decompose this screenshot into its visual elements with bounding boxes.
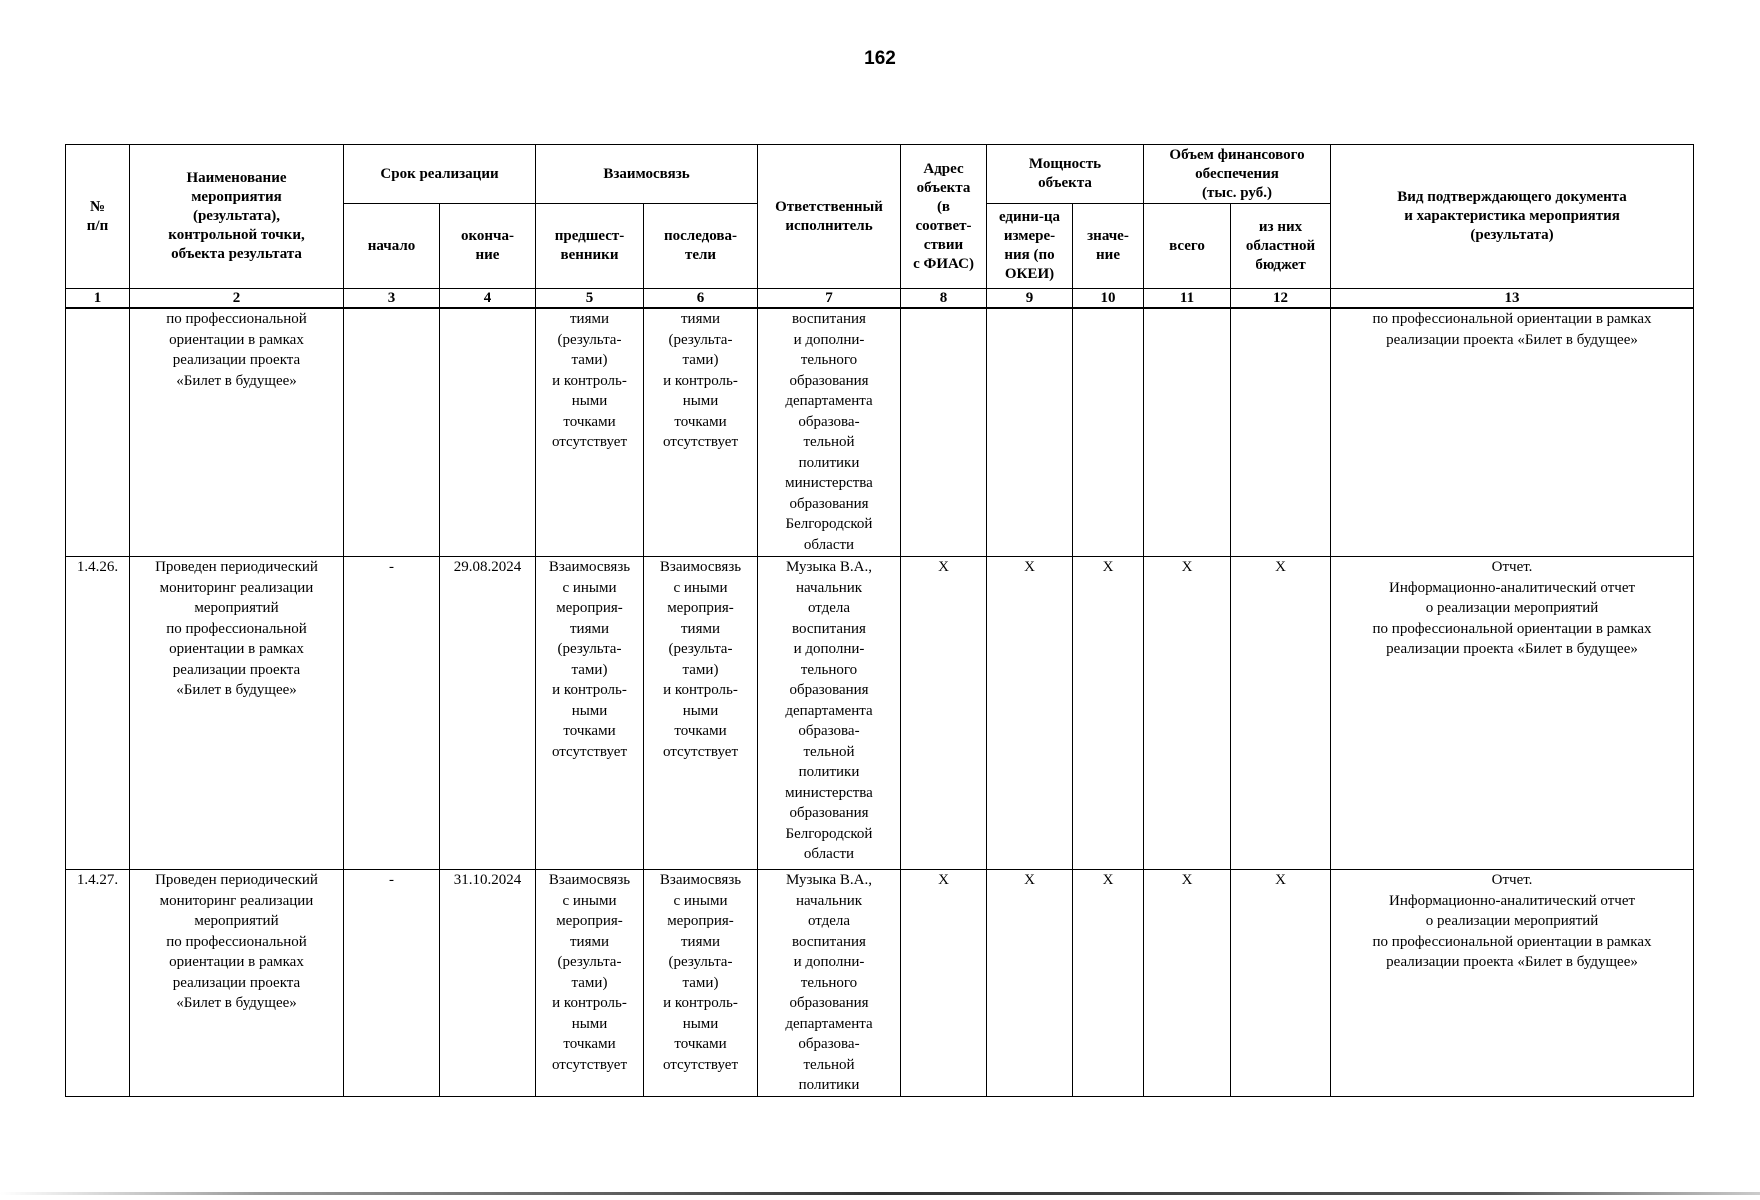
column-number: 12 xyxy=(1231,289,1331,309)
column-numbers-row xyxy=(66,289,1694,309)
cell-value: Х xyxy=(1073,557,1144,870)
cell-num xyxy=(66,308,130,557)
cell-total xyxy=(1144,308,1231,557)
header-link-next: последова- тели xyxy=(644,204,758,289)
column-number: 10 xyxy=(1073,289,1144,309)
cell-start xyxy=(344,308,440,557)
cell-responsible: Музыка В.А., начальник отдела воспитания и дополни- тельного образования департамента образова- тельной политики xyxy=(758,870,901,1097)
cell-num: 1.4.27. xyxy=(66,870,130,1097)
cell-doc: Отчет. Информационно-аналитический отчет о реализации мероприятий по профессиональной ориентации в рамках реализации проекта «Билет в будущее» xyxy=(1331,870,1694,1097)
cell-unit: Х xyxy=(987,870,1073,1097)
column-number: 4 xyxy=(440,289,536,309)
header-finance: Объем финансового обеспечения (тыс. руб.) xyxy=(1144,145,1331,204)
cell-doc: по профессиональной ориентации в рамках реализации проекта «Билет в будущее» xyxy=(1331,308,1694,557)
header-finance-total: всего xyxy=(1144,204,1231,289)
cell-address: Х xyxy=(901,870,987,1097)
cell-regional: Х xyxy=(1231,870,1331,1097)
column-number: 13 xyxy=(1331,289,1694,309)
cell-next: тиями (результа- тами) и контроль- ными точками отсутствует xyxy=(644,308,758,557)
cell-end xyxy=(440,308,536,557)
plan-table xyxy=(65,144,1694,1097)
header-term-end: оконча- ние xyxy=(440,204,536,289)
cell-name: по профессиональной ориентации в рамках реализации проекта «Билет в будущее» xyxy=(130,308,344,557)
cell-name: Проведен периодический мониторинг реализации мероприятий по профессиональной ориентации в рамках реализации проекта «Билет в будущее» xyxy=(130,870,344,1097)
bottom-scan-rule xyxy=(0,1192,1760,1195)
header-term: Срок реализации xyxy=(344,145,536,204)
cell-regional: Х xyxy=(1231,557,1331,870)
cell-start: - xyxy=(344,870,440,1097)
cell-value: Х xyxy=(1073,870,1144,1097)
header-address: Адрес объекта (в соответ- ствии с ФИАС) xyxy=(901,145,987,289)
header-capacity-value: значе- ние xyxy=(1073,204,1144,289)
page-number: 162 xyxy=(864,48,896,69)
column-number: 6 xyxy=(644,289,758,309)
column-number: 5 xyxy=(536,289,644,309)
cell-responsible: Музыка В.А., начальник отдела воспитания и дополни- тельного образования департамента образова- тельной политики министерства образования Белгородской области xyxy=(758,557,901,870)
column-number: 2 xyxy=(130,289,344,309)
cell-unit xyxy=(987,308,1073,557)
cell-value xyxy=(1073,308,1144,557)
cell-end: 31.10.2024 xyxy=(440,870,536,1097)
header-doc: Вид подтверждающего документа и характеристика мероприятия (результата) xyxy=(1331,145,1694,289)
cell-total: Х xyxy=(1144,557,1231,870)
cell-end: 29.08.2024 xyxy=(440,557,536,870)
cell-prev: тиями (результа- тами) и контроль- ными точками отсутствует xyxy=(536,308,644,557)
cell-responsible: воспитания и дополни- тельного образования департамента образова- тельной политики министерства образования Белгородской области xyxy=(758,308,901,557)
header-finance-regional: из них областной бюджет xyxy=(1231,204,1331,289)
column-number: 1 xyxy=(66,289,130,309)
cell-start: - xyxy=(344,557,440,870)
cell-unit: Х xyxy=(987,557,1073,870)
table-row xyxy=(66,557,1694,870)
cell-doc: Отчет. Информационно-аналитический отчет о реализации мероприятий по профессиональной ориентации в рамках реализации проекта «Билет в будущее» xyxy=(1331,557,1694,870)
header-capacity-unit: едини-ца измере- ния (по ОКЕИ) xyxy=(987,204,1073,289)
table-row xyxy=(66,870,1694,1097)
column-number: 7 xyxy=(758,289,901,309)
column-number: 9 xyxy=(987,289,1073,309)
header-responsible: Ответственный исполнитель xyxy=(758,145,901,289)
cell-prev: Взаимосвязь с иными мероприя- тиями (результа- тами) и контроль- ными точками отсутствует xyxy=(536,870,644,1097)
header-link-prev: предшест- венники xyxy=(536,204,644,289)
header-link: Взаимосвязь xyxy=(536,145,758,204)
table-row xyxy=(66,308,1694,557)
column-number: 3 xyxy=(344,289,440,309)
header-name: Наименование мероприятия (результата), контрольной точки, объекта результата xyxy=(130,145,344,289)
cell-prev: Взаимосвязь с иными мероприя- тиями (результа- тами) и контроль- ными точками отсутствует xyxy=(536,557,644,870)
header-num: № п/п xyxy=(66,145,130,289)
header-term-start: начало xyxy=(344,204,440,289)
column-number: 11 xyxy=(1144,289,1231,309)
header-capacity: Мощность объекта xyxy=(987,145,1144,204)
cell-next: Взаимосвязь с иными мероприя- тиями (результа- тами) и контроль- ными точками отсутствует xyxy=(644,557,758,870)
cell-num: 1.4.26. xyxy=(66,557,130,870)
column-number: 8 xyxy=(901,289,987,309)
cell-next: Взаимосвязь с иными мероприя- тиями (результа- тами) и контроль- ными точками отсутствует xyxy=(644,870,758,1097)
cell-address xyxy=(901,308,987,557)
cell-regional xyxy=(1231,308,1331,557)
cell-address: Х xyxy=(901,557,987,870)
cell-name: Проведен периодический мониторинг реализации мероприятий по профессиональной ориентации в рамках реализации проекта «Билет в будущее» xyxy=(130,557,344,870)
cell-total: Х xyxy=(1144,870,1231,1097)
